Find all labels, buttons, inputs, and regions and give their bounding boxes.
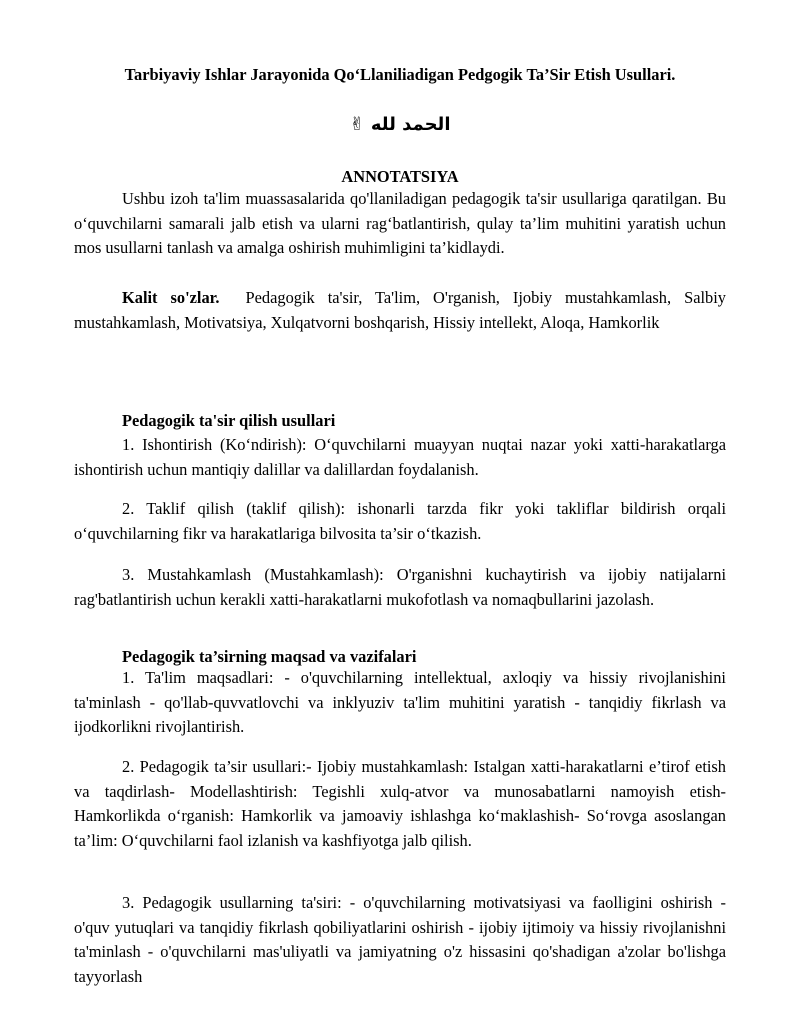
keywords-text: Pedagogik ta'sir, Ta'lim, O'rganish, Ijobiy mustahkamlash, Salbiy mustahkamlash, Motivatsiya, Xulqatvorni boshqarish, Hissiy intellekt, Aloqa, Hamkorlik bbox=[74, 288, 726, 332]
document-title: Tarbiyaviy Ishlar Jarayonida Qo‘Llaniliadigan Pedgogik Ta’Sir Etish Usullari. bbox=[124, 65, 676, 84]
section1-item: 2. Taklif qilish (taklif qilish): ishonarli tarzda fikr yoki takliflar bildirish orqali o‘quvchilarning fikr va harakatlariga bilvosita ta’sir o‘tkazish. bbox=[74, 499, 726, 543]
arabic-heading: الحمد لله ✌ bbox=[349, 114, 451, 135]
section1-heading: Pedagogik ta'sir qilish usullari bbox=[122, 411, 336, 430]
section1-item: 3. Mustahkamlash (Mustahkamlash): O'rganishni kuchaytirish va ijobiy natijalarni rag'batlantirish uchun kerakli xatti-harakatlarni mukofotlash va nomaqbullarini jazolash. bbox=[74, 565, 726, 609]
section2-heading: Pedagogik ta’sirning maqsad va vazifalari bbox=[122, 647, 417, 666]
annotation-heading: ANNOTATSIYA bbox=[341, 167, 459, 186]
section2-item: 3. Pedagogik usullarning ta'siri: - o'quvchilarning motivatsiyasi va faolligini oshirish - o'quv yutuqlari va tanqidiy fikrlash qobiliyatlarini oshirish - ijobiy ijtimoiy va hissiy rivojlanishni ta'minlash - o'quvchilarni mas'uliyatli va jamiyatning o'z hissasini qo'shadigan a'zolar bo'lishga tayyorlash bbox=[74, 893, 726, 986]
keywords-paragraph bbox=[74, 286, 726, 335]
section2-item: 2. Pedagogik ta’sir usullari:- Ijobiy mustahkamlash: Istalgan xatti-harakatlarni e’tirof etish va taqdirlash- Modellashtirish: Tegishli xulq-atvor va munosabatlarni namoyish etish- Hamkorlikda o‘rganish: Hamkorlik va jamoaviy ishlashga ko‘maklashish- So‘rovga asoslangan ta’lim: O‘quvchilarni faol izlanish va kashfiyotga jalb qilish. bbox=[74, 757, 726, 850]
keywords-label: Kalit so'zlar. bbox=[122, 288, 220, 307]
section2-item: 1. Ta'lim maqsadlari: - o'quvchilarning intellektual, axloqiy va hissiy rivojlanishini ta'minlash - qo'llab-quvvatlovchi va inklyuziv ta'lim muhitini yaratish - tanqidiy fikrlash va ijodkorlikni rivojlantirish. bbox=[74, 668, 726, 737]
annotation-paragraph: Ushbu izoh ta'lim muassasalarida qo'llaniladigan pedagogik ta'sir usullariga qaratilgan. Bu o‘quvchilarni samarali jalb etish va ularni rag‘batlantirish, qulay ta’lim muhitini yaratish uchun mos usullarni tanlash va amalga oshirish muhimligini ta’kidlaydi. bbox=[74, 189, 726, 258]
section1-item: 1. Ishontirish (Ko‘ndirish): O‘quvchilarni muayyan nuqtai nazar yoki xatti-harakatlarga ishontirish uchun mantiqiy dalillar va dalillardan foydalanish. bbox=[74, 435, 726, 479]
